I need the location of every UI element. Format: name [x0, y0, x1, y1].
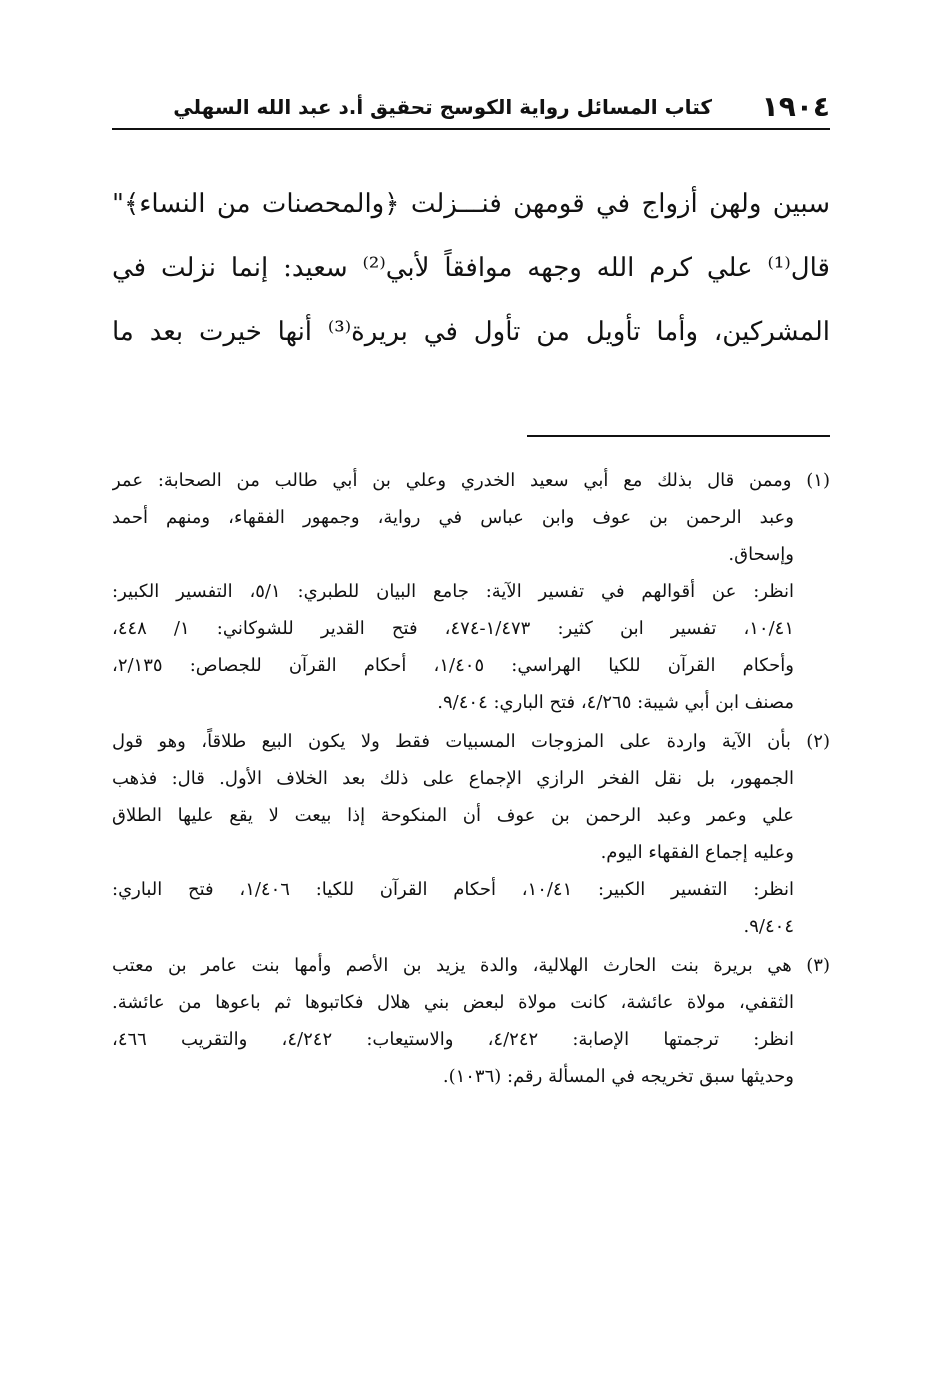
footnote-line: الثقفي، مولاة عائشة، كانت مولاة لبعض بني هلال فكاتبوها ثم باعوها من عائشة.	[112, 992, 794, 1013]
footnote-line: وإسحاق.	[728, 544, 794, 565]
footnote-line: (١) وممن قال بذلك مع أبي سعيد الخدري وعلي بن أبي طالب من الصحابة: عمر	[112, 470, 830, 491]
footnote-line: (٣) هي بريرة بنت الحارث الهلالية، والدة يزيد بن الأصم وأمها بنت عامر بن معتب	[112, 955, 830, 976]
footnote-reference-line: مصنف ابن أبي شيبة: ٤/٢٦٥، فتح الباري: ٩/٤٠٤.	[437, 692, 794, 713]
footnote-divider	[527, 435, 830, 437]
footnote-line: الجمهور، بل نقل الفخر الرازي الإجماع على ذلك بعد الخلاف الأول. قال: فذهب	[112, 768, 794, 789]
footnote-reference-line: انظر: التفسير الكبير: ١٠/٤١، أحكام القرآن للكيا: ١/٤٠٦، فتح الباري:	[112, 879, 795, 900]
footnote-3	[112, 947, 830, 1095]
footnote-reference-line: انظر: عن أقوالهم في تفسير الآية: جامع البيان للطبري: ٥/١، التفسير الكبير:	[112, 581, 795, 602]
footnote-reference-line: وأحكام القرآن للكيا الهراسي: ١/٤٠٥، أحكام القرآن للجصاص: ٢/١٣٥،	[112, 655, 794, 676]
footnote-line: وعليه إجماع الفقهاء اليوم.	[600, 842, 794, 863]
page-header	[112, 88, 830, 130]
footnote-2	[112, 723, 830, 945]
footnote-reference-line: وحديثها سبق تخريجه في المسألة رقم: (١٠٣٦).	[442, 1066, 794, 1087]
running-title: كتاب المسائل رواية الكوسج تحقيق أ.د عبد الله السهلي	[173, 95, 712, 119]
footnote-line: (٢) بأن الآية واردة على المزوجات المسبيات فقط ولا يكون البيع طلاقاً، وهو قول	[112, 731, 830, 752]
main-text-line: المشركين، وأما تأويل من تأول في بريرة⁽³⁾ أنها خيرت بعد ما	[112, 317, 830, 347]
footnote-1	[112, 462, 830, 721]
footnote-line: وعبد الرحمن بن عوف وابن عباس في رواية، وجمهور الفقهاء، ومنهم أحمد	[112, 507, 794, 528]
main-text-line: سبين ولهن أزواج في قومهن فنـــزلت ﴿والمحصنات من النساء﴾"	[112, 189, 830, 219]
main-text	[112, 172, 830, 364]
footnote-reference-line: انظر: ترجمتها الإصابة: ٤/٢٤٢، والاستيعاب: ٤/٢٤٢، والتقريب ٤٦٦،	[112, 1029, 794, 1050]
footnote-reference-line: ١٠/٤١، تفسير ابن كثير: ١/٤٧٣-٤٧٤، فتح القدير للشوكاني: ١/ ٤٤٨،	[112, 618, 795, 639]
footnote-reference-line: ٩/٤٠٤.	[743, 916, 794, 937]
footnote-line: علي وعمر وعبد الرحمن بن عوف أن المنكوحة إذا بيعت لا يقع عليها الطلاق	[112, 805, 794, 826]
footnotes	[112, 462, 830, 1097]
main-text-line: قال⁽¹⁾ علي كرم الله وجهه موافقاً لأبي⁽²⁾ سعيد: إنما نزلت في	[112, 253, 830, 283]
page-number: ١٩٠٤	[761, 90, 830, 123]
